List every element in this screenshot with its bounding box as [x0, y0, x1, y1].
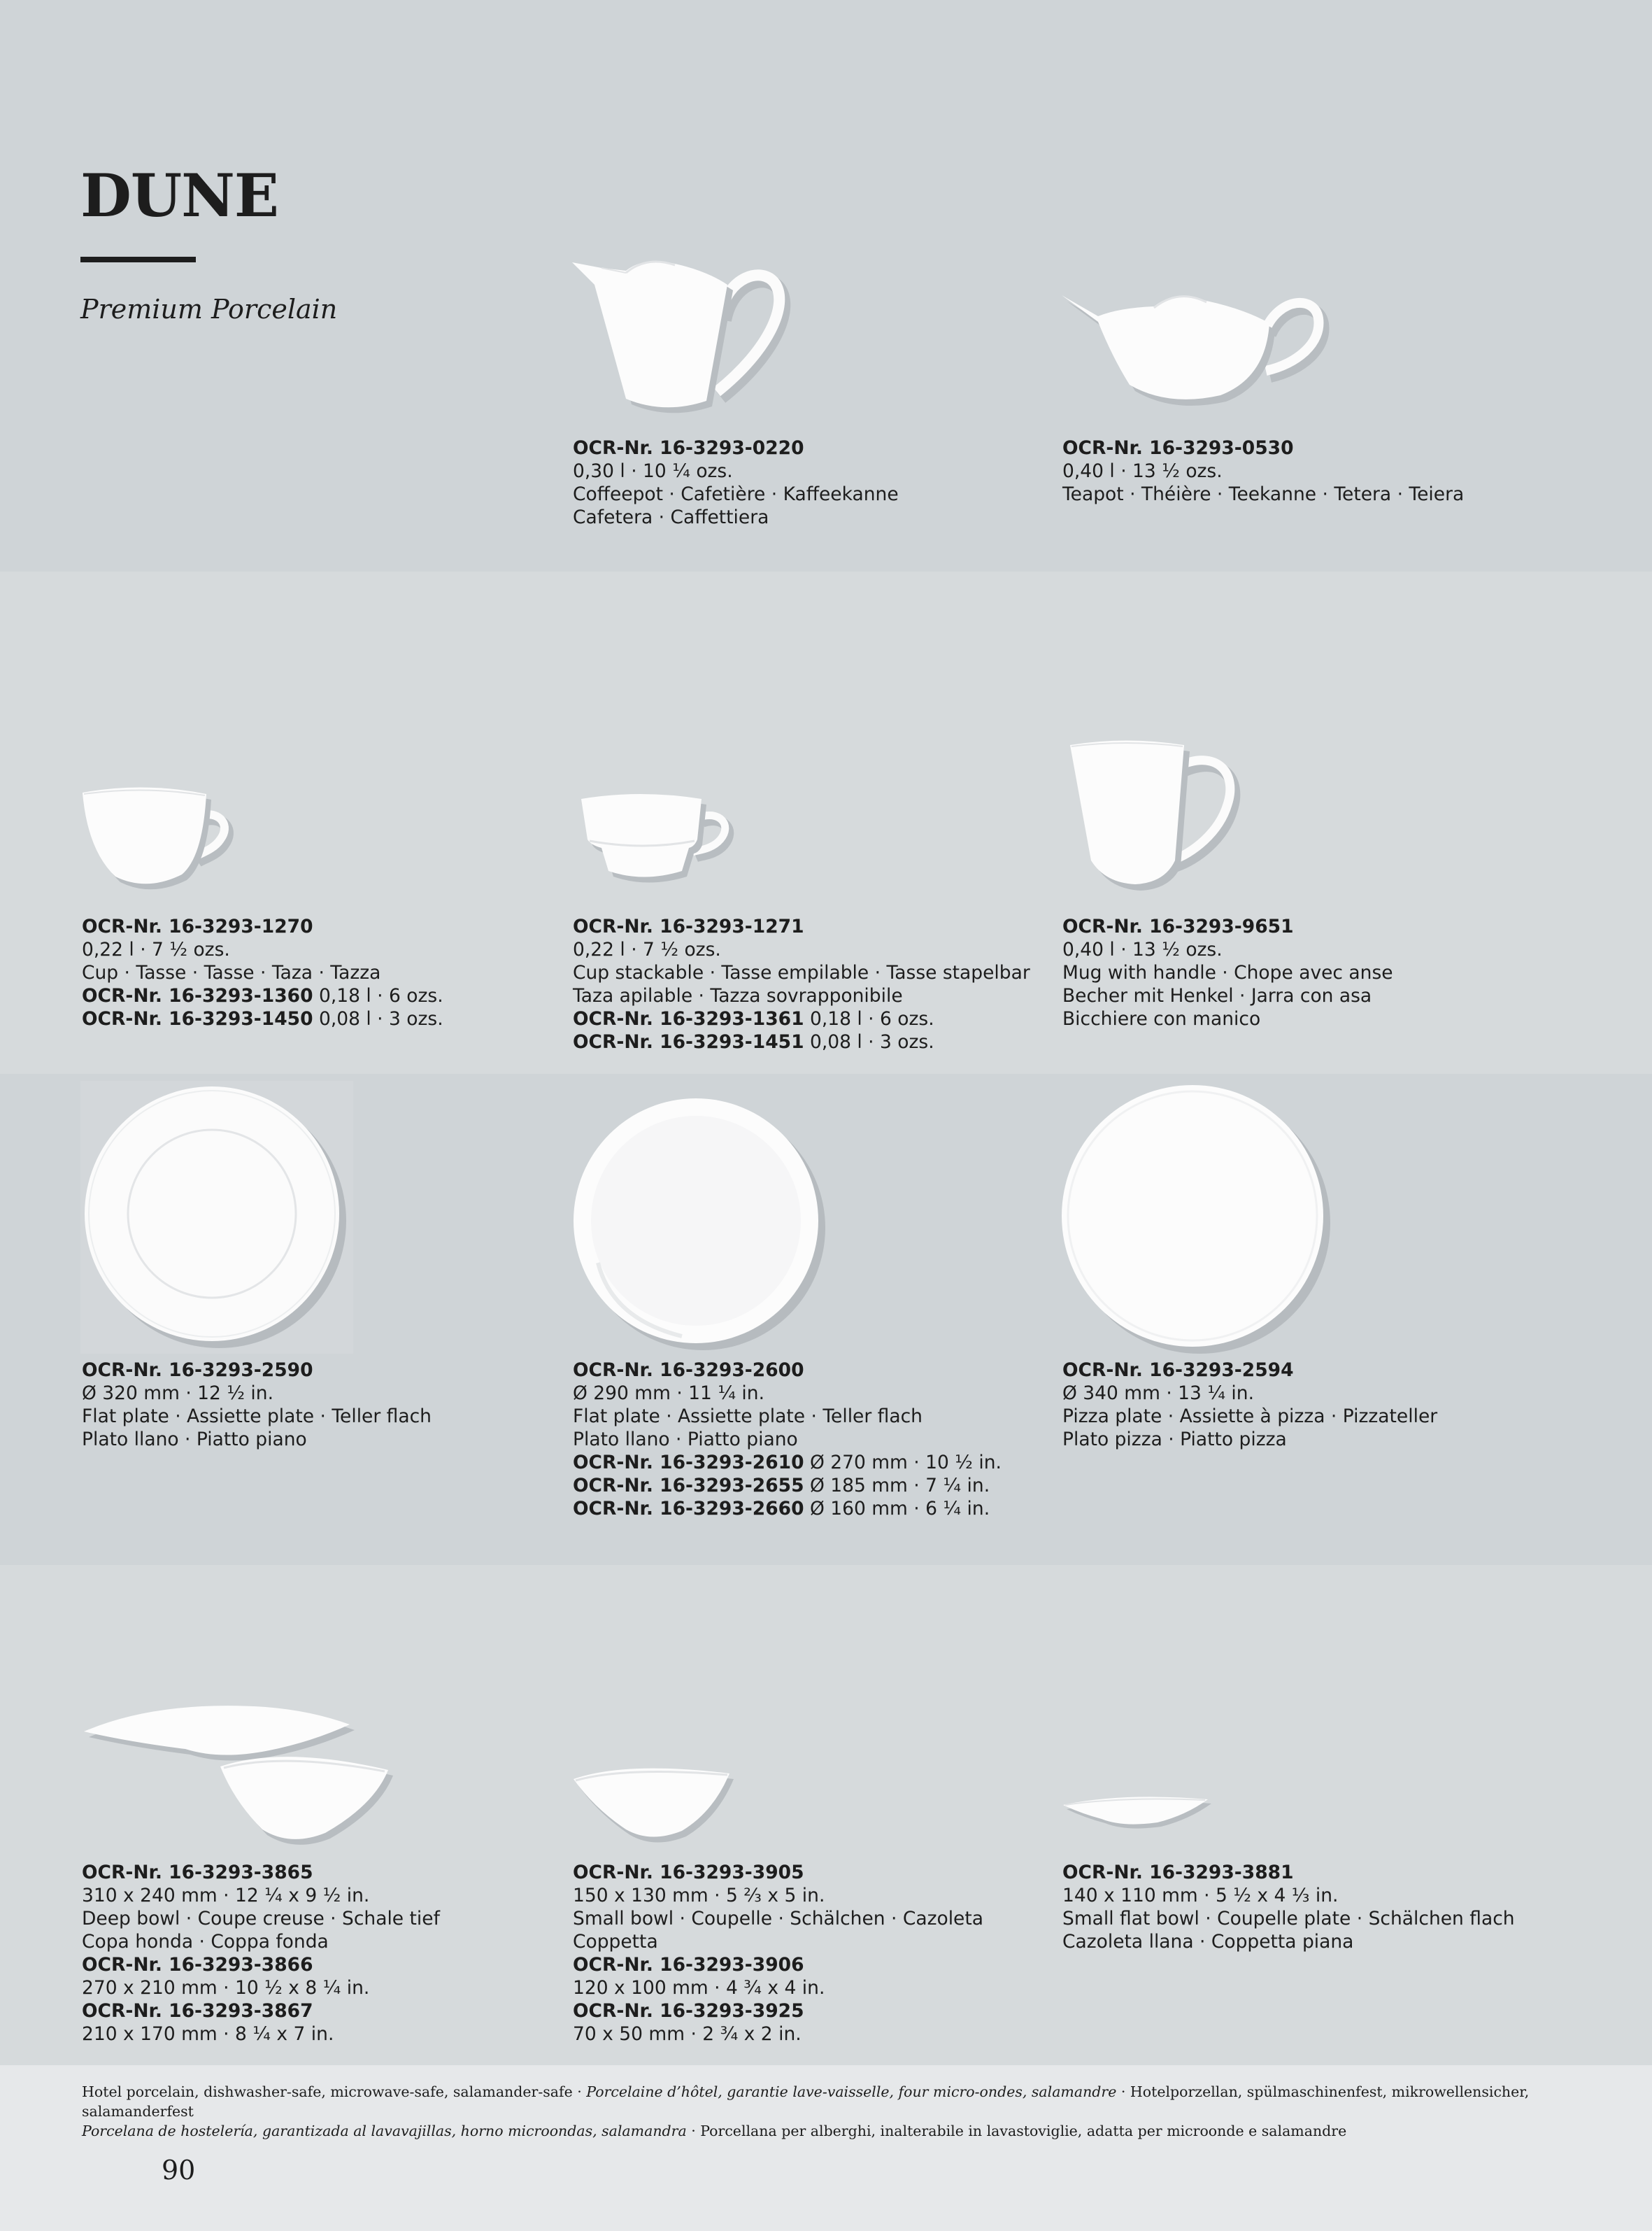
- product-variant: [573, 1030, 1020, 1054]
- product-description: Plato llano · Piatto piano: [573, 1429, 798, 1450]
- variant-code: OCR-Nr. 16-3293-2610: [573, 1452, 804, 1473]
- product-description: Pizza plate · Assiette à pizza · Pizzateller: [1062, 1405, 1438, 1427]
- product-code: OCR-Nr. 16-3293-1270: [82, 916, 313, 937]
- product-variant: [573, 1474, 1020, 1497]
- product-cup: [82, 915, 529, 1030]
- product-description: Becher mit Henkel · Jarra con asa: [1062, 985, 1372, 1007]
- product-coffeepot: [573, 437, 1020, 529]
- variant-spec: Ø 270 mm · 10 ½ in.: [804, 1452, 1002, 1473]
- flat-plate-coupe-image: [570, 1095, 829, 1354]
- deep-bowl-image: [80, 1693, 402, 1847]
- product-flat-plate-rim: [82, 1359, 529, 1451]
- product-cup-stackable: [573, 915, 1030, 1054]
- product-code: OCR-Nr. 16-3293-3881: [1062, 1862, 1294, 1883]
- product-flat-plate-coupe: [573, 1359, 1020, 1520]
- page-number: 90: [162, 2155, 196, 2186]
- product-description: Coppetta: [573, 1931, 658, 1953]
- variant-code: OCR-Nr. 16-3293-2660: [573, 1498, 804, 1520]
- variant-spec: 0,18 l · 6 ozs.: [804, 1008, 934, 1030]
- product-description: Flat plate · Assiette plate · Teller flach: [82, 1405, 432, 1427]
- product-variant: [573, 1497, 1020, 1520]
- product-capacity: 0,22 l · 7 ½ ozs.: [573, 939, 721, 961]
- footer-line-2: [82, 2121, 1579, 2141]
- small-bowl-image: [570, 1752, 738, 1847]
- product-mug: [1062, 915, 1510, 1030]
- product-code: OCR-Nr. 16-3293-0530: [1062, 437, 1294, 459]
- footer-it: · Porcellana per alberghi, inalterabile in lavastoviglie, adatta per microonde e salamandre: [686, 2123, 1347, 2139]
- product-description: Bicchiere con manico: [1062, 1008, 1261, 1030]
- variant-spec: 120 x 100 mm · 4 ¾ x 4 in.: [573, 1977, 825, 1999]
- variant-code: OCR-Nr. 16-3293-1361: [573, 1008, 804, 1030]
- variant-code: OCR-Nr. 16-3293-3925: [573, 2000, 804, 2022]
- product-description: Plato pizza · Piatto pizza: [1062, 1429, 1287, 1450]
- product-description: Copa honda · Coppa fonda: [82, 1931, 329, 1953]
- footer-en: Hotel porcelain, dishwasher-safe, microwave-safe, salamander-safe ·: [82, 2083, 587, 2100]
- variant-spec: Ø 185 mm · 7 ¼ in.: [804, 1475, 990, 1496]
- product-code: OCR-Nr. 16-3293-9651: [1062, 916, 1294, 937]
- variant-spec: 0,18 l · 6 ozs.: [313, 985, 443, 1007]
- page-subtitle: Premium Porcelain: [80, 294, 338, 325]
- product-variant: [573, 1451, 1020, 1474]
- product-capacity: 0,30 l · 10 ¼ ozs.: [573, 460, 733, 482]
- variant-code: OCR-Nr. 16-3293-3906: [573, 1954, 804, 1976]
- flat-plate-rim-image: [80, 1081, 353, 1354]
- product-description: Cup stackable · Tasse empilable · Tasse stapelbar: [573, 962, 1030, 984]
- product-capacity: 0,40 l · 13 ½ ozs.: [1062, 460, 1223, 482]
- product-variant: [573, 1007, 1020, 1030]
- variant-code: OCR-Nr. 16-3293-1450: [82, 1008, 313, 1030]
- footer-fr: Porcelaine d’hôtel, garantie lave-vaisselle, four micro-ondes, salamandre: [586, 2083, 1117, 2100]
- small-flat-bowl-image: [1060, 1784, 1217, 1833]
- variant-code: OCR-Nr. 16-3293-1451: [573, 1031, 804, 1053]
- product-code: OCR-Nr. 16-3293-2590: [82, 1359, 313, 1381]
- variant-spec: 210 x 170 mm · 8 ¼ x 7 in.: [82, 2023, 334, 2045]
- product-size: Ø 340 mm · 13 ¼ in.: [1062, 1382, 1255, 1404]
- product-pizza-plate: [1062, 1359, 1510, 1451]
- product-description: Deep bowl · Coupe creuse · Schale tief: [82, 1908, 440, 1929]
- variant-spec: 0,08 l · 3 ozs.: [804, 1031, 934, 1053]
- product-capacity: 0,22 l · 7 ½ ozs.: [82, 939, 230, 961]
- product-code: OCR-Nr. 16-3293-2600: [573, 1359, 804, 1381]
- product-code: OCR-Nr. 16-3293-2594: [1062, 1359, 1294, 1381]
- product-variant: [82, 984, 529, 1007]
- cup-stackable-image: [577, 784, 738, 892]
- product-small-bowl: [573, 1861, 1020, 2046]
- product-size: 310 x 240 mm · 12 ¼ x 9 ½ in.: [82, 1885, 370, 1906]
- product-description: Plato llano · Piatto piano: [82, 1429, 307, 1450]
- variant-code: OCR-Nr. 16-3293-3867: [82, 2000, 313, 2022]
- product-description: Small bowl · Coupelle · Schälchen · Cazoleta: [573, 1908, 983, 1929]
- product-description: Cup · Tasse · Tasse · Taza · Tazza: [82, 962, 381, 984]
- title-rule: [80, 257, 196, 262]
- product-size: 150 x 130 mm · 5 ⅔ x 5 in.: [573, 1885, 825, 1906]
- product-description: Mug with handle · Chope avec anse: [1062, 962, 1393, 984]
- product-small-flat-bowl: [1062, 1861, 1515, 1953]
- variant-code: OCR-Nr. 16-3293-2655: [573, 1475, 804, 1496]
- variant-spec: 270 x 210 mm · 10 ½ x 8 ¼ in.: [82, 1977, 370, 1999]
- product-description: Flat plate · Assiette plate · Teller flach: [573, 1405, 923, 1427]
- variant-code: OCR-Nr. 16-3293-3866: [82, 1954, 313, 1976]
- product-description: Taza apilable · Tazza sovrapponibile: [573, 985, 903, 1007]
- product-teapot: [1062, 437, 1510, 506]
- footer-de: · Hotelporzellan, spülmaschinenfest, mikrowellensicher, salamanderfest: [82, 2083, 1530, 2120]
- product-variant: [82, 1007, 529, 1030]
- product-code: OCR-Nr. 16-3293-1271: [573, 916, 804, 937]
- product-deep-bowl: [82, 1861, 529, 2046]
- product-description: Teapot · Théière · Teekanne · Tetera · Teiera: [1062, 483, 1465, 505]
- footer-line-1: [82, 2082, 1579, 2121]
- product-description: Small flat bowl · Coupelle plate · Schälchen flach: [1062, 1908, 1515, 1929]
- teapot-image: [1056, 280, 1336, 420]
- product-code: OCR-Nr. 16-3293-3865: [82, 1862, 313, 1883]
- product-size: 140 x 110 mm · 5 ½ x 4 ⅓ in.: [1062, 1885, 1339, 1906]
- coffeepot-image: [560, 248, 797, 430]
- pizza-plate-image: [1060, 1083, 1339, 1363]
- variant-spec: 0,08 l · 3 ozs.: [313, 1008, 443, 1030]
- product-capacity: 0,40 l · 13 ½ ozs.: [1062, 939, 1223, 961]
- product-code: OCR-Nr. 16-3293-0220: [573, 437, 804, 459]
- product-description: Coffeepot · Cafetière · Kaffeekanne: [573, 483, 899, 505]
- footer-es: Porcelana de hostelería, garantizada al lavavajillas, horno microondas, salamandra: [82, 2123, 687, 2139]
- product-size: Ø 290 mm · 11 ¼ in.: [573, 1382, 765, 1404]
- product-code: OCR-Nr. 16-3293-3905: [573, 1862, 804, 1883]
- cup-image: [77, 780, 238, 892]
- product-size: Ø 320 mm · 12 ½ in.: [82, 1382, 274, 1404]
- footer-note: [82, 2082, 1579, 2141]
- variant-code: OCR-Nr. 16-3293-1360: [82, 985, 313, 1007]
- product-description: Cazoleta llana · Coppetta piana: [1062, 1931, 1354, 1953]
- variant-spec: 70 x 50 mm · 2 ¾ x 2 in.: [573, 2023, 802, 2045]
- variant-spec: Ø 160 mm · 6 ¼ in.: [804, 1498, 990, 1520]
- page-title: DUNE: [80, 161, 278, 230]
- mug-image: [1060, 735, 1248, 895]
- product-description: Cafetera · Caffettiera: [573, 507, 769, 528]
